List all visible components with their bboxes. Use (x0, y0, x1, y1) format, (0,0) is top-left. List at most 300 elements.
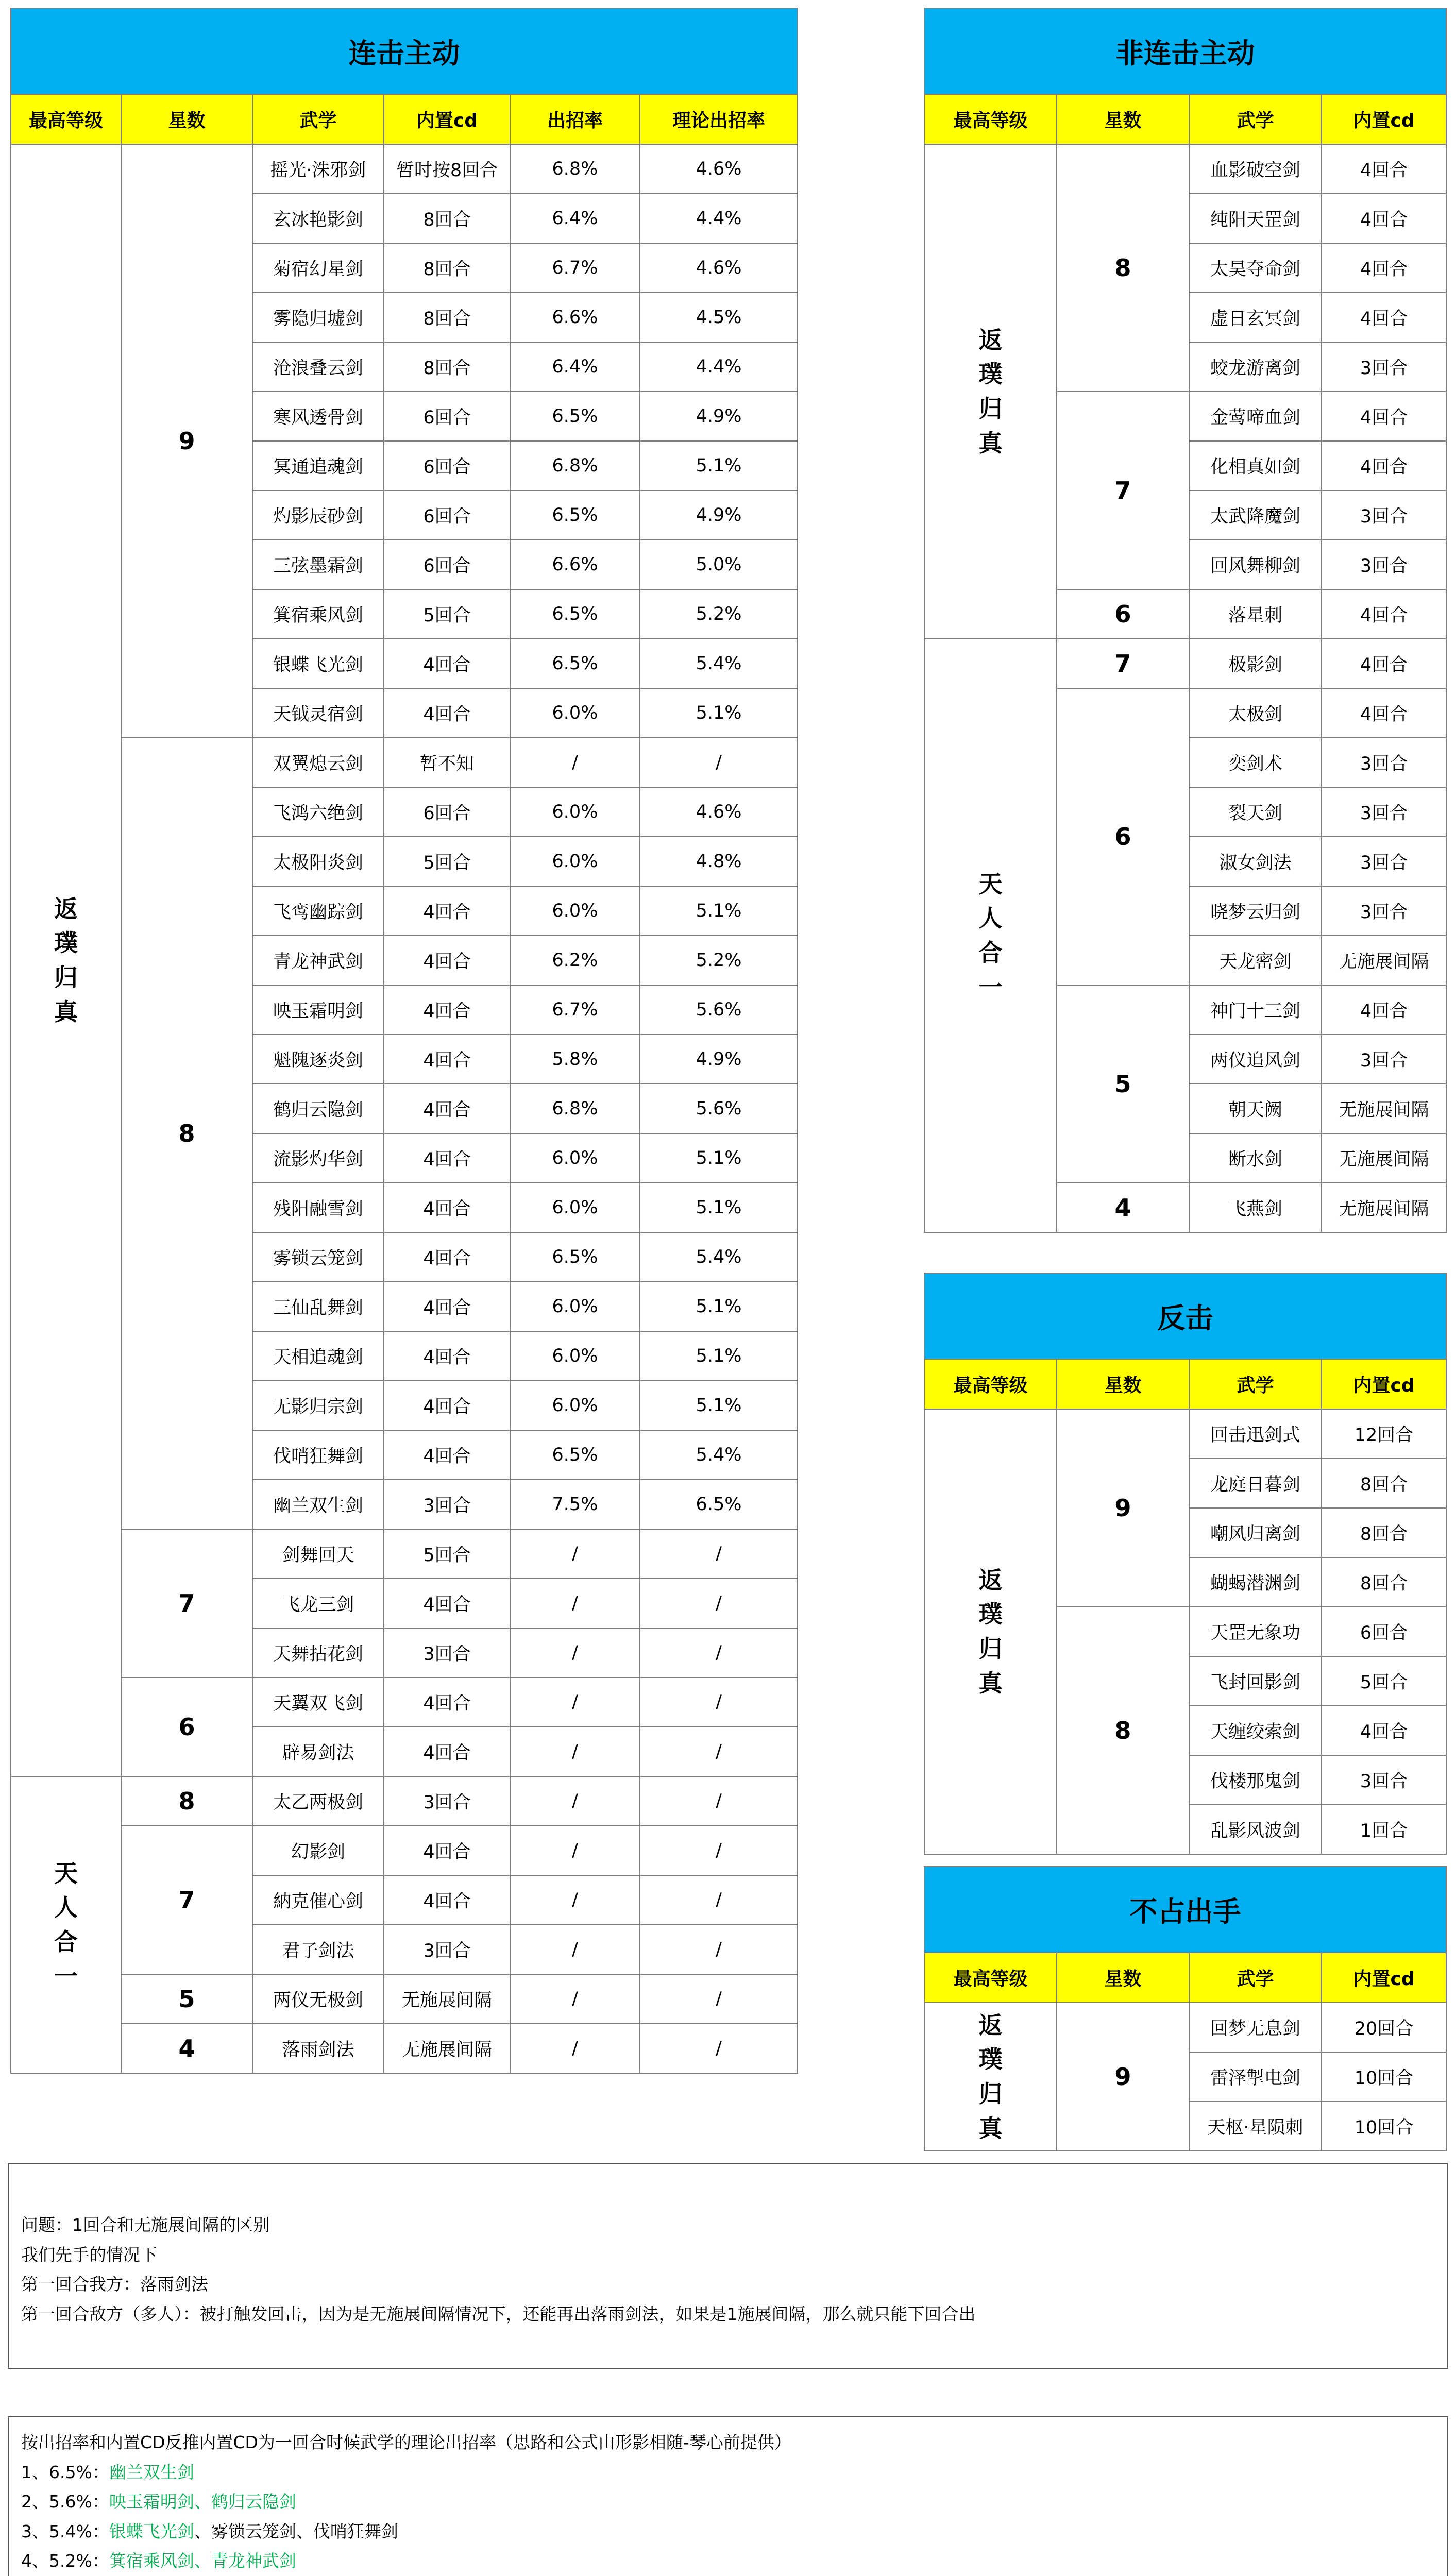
star-cell: 8 (121, 1776, 252, 1826)
table-row (11, 1776, 798, 1826)
skill-name: 辟易剑法 (252, 1727, 384, 1776)
column-header: 出招率 (510, 94, 640, 144)
value-cell: / (640, 1727, 798, 1776)
star-cell: 7 (121, 1529, 252, 1677)
value-cell: / (510, 1826, 640, 1875)
value-cell: 3回合 (1322, 886, 1446, 936)
value-cell: 6.8% (510, 1084, 640, 1133)
table-row (924, 144, 1446, 194)
note-line: 我们先手的情况下 (21, 2244, 157, 2265)
value-cell: 无施展间隔 (1322, 1084, 1446, 1133)
skill-name: 太乙两极剑 (252, 1776, 384, 1826)
table-row (11, 1529, 798, 1579)
skill-name: 天相追魂剑 (252, 1331, 384, 1381)
table-title: 连击主动 (11, 8, 798, 94)
star-cell: 9 (121, 144, 252, 738)
value-cell: 6回合 (384, 441, 510, 490)
skill-name: 落星刺 (1189, 589, 1322, 639)
star-cell: 4 (1057, 1183, 1189, 1232)
note-text: 4、5.2%： (21, 2551, 109, 2571)
value-cell: 6.5% (510, 639, 640, 688)
value-cell: 4回合 (384, 639, 510, 688)
note-line: 第一回合敌方（多人）：被打触发回击，因为是无施展间隔情况下，还能再出落雨剑法，如果是1施展间隔，那么就只能下回合出 (21, 2303, 976, 2324)
skill-name: 太极阳炎剑 (252, 837, 384, 886)
column-header: 最高等级 (924, 94, 1057, 144)
table-row (11, 1826, 798, 1875)
value-cell: 4.4% (640, 194, 798, 243)
value-cell: 6回合 (384, 787, 510, 837)
column-header: 内置cd (1322, 1953, 1446, 2003)
table-title: 非连击主动 (924, 8, 1446, 94)
star-cell: 6 (121, 1677, 252, 1776)
value-cell: / (510, 1727, 640, 1776)
value-cell: 6.5% (510, 392, 640, 441)
column-header: 内置cd (1322, 1359, 1446, 1409)
skill-name: 天枢·星陨刺 (1189, 2102, 1322, 2151)
value-cell: 4回合 (384, 1677, 510, 1727)
value-cell: 4.9% (640, 392, 798, 441)
notes-question (8, 2163, 1448, 2369)
value-cell: 4回合 (1322, 589, 1446, 639)
value-cell: / (510, 1875, 640, 1925)
value-cell: 5.1% (640, 441, 798, 490)
skill-name: 摇光·洙邪剑 (252, 144, 384, 194)
value-cell: 5.6% (640, 1084, 798, 1133)
value-cell: 6回合 (1322, 1607, 1446, 1656)
value-cell: 无施展间隔 (1322, 936, 1446, 985)
skill-name: 奕剑术 (1189, 738, 1322, 787)
star-cell: 8 (1057, 144, 1189, 392)
note-line (21, 2458, 1435, 2487)
star-cell: 6 (1057, 589, 1189, 639)
value-cell: / (510, 1677, 640, 1727)
skill-name: 太昊夺命剑 (1189, 243, 1322, 293)
table-row (11, 2024, 798, 2073)
skill-name: 落雨剑法 (252, 2024, 384, 2073)
value-cell: 暂时按8回合 (384, 144, 510, 194)
column-header: 武学 (252, 94, 384, 144)
skill-name: 太极剑 (1189, 688, 1322, 738)
value-cell: 4回合 (384, 1232, 510, 1282)
value-cell: 4回合 (1322, 293, 1446, 342)
skill-name: 幽兰双生剑 (252, 1480, 384, 1529)
combo-active-table (10, 8, 798, 2074)
value-cell: 3回合 (384, 1628, 510, 1677)
skill-name: 伐楼那鬼剑 (1189, 1755, 1322, 1805)
skill-name: 鹤归云隐剑 (252, 1084, 384, 1133)
note-text: 箕宿乘风剑、青龙神武剑 (109, 2551, 296, 2571)
value-cell: 5.1% (640, 1133, 798, 1183)
table-row (11, 1974, 798, 2024)
value-cell: 6.0% (510, 1331, 640, 1381)
column-header: 内置cd (1322, 94, 1446, 144)
value-cell: 5回合 (384, 1529, 510, 1579)
note-line (21, 2428, 1435, 2458)
value-cell: 5.6% (640, 985, 798, 1035)
value-cell: / (510, 1974, 640, 2024)
notes-theory-rate (8, 2416, 1448, 2576)
value-cell: 6.5% (510, 490, 640, 540)
skill-name: 极影剑 (1189, 639, 1322, 688)
skill-name: 虚日玄冥剑 (1189, 293, 1322, 342)
value-cell: 4回合 (1322, 243, 1446, 293)
skill-name: 冥通追魂剑 (252, 441, 384, 490)
noncombo-active-table (924, 8, 1447, 1233)
value-cell: 6.0% (510, 1133, 640, 1183)
value-cell: 3回合 (384, 1776, 510, 1826)
value-cell: 6.5% (510, 589, 640, 639)
column-header: 武学 (1189, 1359, 1322, 1409)
skill-name: 飞鸿六绝剑 (252, 787, 384, 837)
value-cell: 4回合 (384, 1381, 510, 1430)
skill-name: 飞燕剑 (1189, 1183, 1322, 1232)
value-cell: 4回合 (384, 1035, 510, 1084)
value-cell: 6.7% (510, 243, 640, 293)
value-cell: 4回合 (384, 1826, 510, 1875)
star-cell: 6 (1057, 688, 1189, 985)
skill-name: 魁隗逐炎剑 (252, 1035, 384, 1084)
skill-name: 雾锁云笼剑 (252, 1232, 384, 1282)
value-cell: 6.4% (510, 342, 640, 392)
skill-name: 玄冰艳影剑 (252, 194, 384, 243)
value-cell: 3回合 (1322, 738, 1446, 787)
skill-name: 青龙神武剑 (252, 936, 384, 985)
skill-name: 无影归宗剑 (252, 1381, 384, 1430)
table-row (924, 2003, 1446, 2052)
skill-name: 幻影剑 (252, 1826, 384, 1875)
skill-name: 残阳融雪剑 (252, 1183, 384, 1232)
value-cell: 8回合 (384, 194, 510, 243)
skill-name: 两仪无极剑 (252, 1974, 384, 2024)
star-cell: 7 (1057, 639, 1189, 688)
skill-name: 剑舞回天 (252, 1529, 384, 1579)
value-cell: 4回合 (1322, 1706, 1446, 1755)
skill-name: 断水剑 (1189, 1133, 1322, 1183)
value-cell: / (640, 1826, 798, 1875)
skill-name: 三弦墨霜剑 (252, 540, 384, 589)
value-cell: 4.9% (640, 490, 798, 540)
value-cell: / (640, 1925, 798, 1974)
skill-name: 裂天剑 (1189, 787, 1322, 837)
value-cell: 10回合 (1322, 2052, 1446, 2102)
value-cell: 3回合 (1322, 540, 1446, 589)
value-cell: 6.0% (510, 837, 640, 886)
value-cell: 3回合 (1322, 787, 1446, 837)
skill-name: 神门十三剑 (1189, 985, 1322, 1035)
value-cell: 5.8% (510, 1035, 640, 1084)
table-title: 不占出手 (924, 1867, 1446, 1953)
note-text: 幽兰双生剑 (109, 2462, 194, 2482)
star-cell: 4 (121, 2024, 252, 2073)
value-cell: 8回合 (1322, 1508, 1446, 1557)
skill-name: 太武降魔剑 (1189, 490, 1322, 540)
note-text: 银蝶飞光剑 (109, 2521, 194, 2541)
grade-cell: 返 璞 归 真 (924, 1409, 1057, 1854)
value-cell: 6.5% (510, 1232, 640, 1282)
value-cell: 5.1% (640, 688, 798, 738)
skill-name: 化相真如剑 (1189, 441, 1322, 490)
value-cell: 5.2% (640, 936, 798, 985)
value-cell: / (640, 738, 798, 787)
counter-table (924, 1273, 1447, 1855)
column-header: 最高等级 (11, 94, 121, 144)
value-cell: 4回合 (1322, 688, 1446, 738)
value-cell: 4回合 (384, 1579, 510, 1628)
skill-name: 银蝶飞光剑 (252, 639, 384, 688)
value-cell: 6.5% (510, 1430, 640, 1480)
skill-name: 嘲风归离剑 (1189, 1508, 1322, 1557)
value-cell: 5.4% (640, 1430, 798, 1480)
grade-cell: 天 人 合 一 (11, 1776, 121, 2073)
value-cell: 6.5% (640, 1480, 798, 1529)
value-cell: 4回合 (1322, 194, 1446, 243)
note-line (21, 2487, 1435, 2517)
skill-name: 蝴蝎潜渊剑 (1189, 1557, 1322, 1607)
value-cell: / (510, 1776, 640, 1826)
value-cell: 4回合 (384, 1133, 510, 1183)
table-row (924, 639, 1446, 688)
skill-name: 飞封回影剑 (1189, 1656, 1322, 1706)
value-cell: 6.4% (510, 194, 640, 243)
value-cell: 3回合 (1322, 1035, 1446, 1084)
column-header: 星数 (121, 94, 252, 144)
skill-name: 回风舞柳剑 (1189, 540, 1322, 589)
value-cell: 4.9% (640, 1035, 798, 1084)
note-line: 第一回合我方：落雨剑法 (21, 2274, 208, 2294)
value-cell: 8回合 (384, 243, 510, 293)
value-cell: / (640, 1529, 798, 1579)
star-cell: 9 (1057, 2003, 1189, 2151)
skill-name: 映玉霜明剑 (252, 985, 384, 1035)
value-cell: 4回合 (384, 688, 510, 738)
column-header: 武学 (1189, 94, 1322, 144)
value-cell: 3回合 (1322, 490, 1446, 540)
value-cell: / (640, 1677, 798, 1727)
value-cell: 4回合 (384, 1331, 510, 1381)
value-cell: 无施展间隔 (384, 2024, 510, 2073)
table-row (11, 144, 798, 194)
column-header: 最高等级 (924, 1953, 1057, 2003)
skill-name: 血影破空剑 (1189, 144, 1322, 194)
skill-name: 龙庭日暮剑 (1189, 1459, 1322, 1508)
value-cell: 10回合 (1322, 2102, 1446, 2151)
value-cell: 5回合 (1322, 1656, 1446, 1706)
table-row (11, 738, 798, 787)
value-cell: 5.1% (640, 886, 798, 936)
table-row (924, 1409, 1446, 1459)
value-cell: 6.0% (510, 886, 640, 936)
value-cell: 8回合 (384, 342, 510, 392)
grade-cell: 天 人 合 一 (924, 639, 1057, 1232)
value-cell: 6回合 (384, 540, 510, 589)
skill-name: 回梦无息剑 (1189, 2003, 1322, 2052)
note-text: 按出招率和内置CD反推内置CD为一回合时候武学的理论出招率（思路和公式由形影相随-琴心前提供） (21, 2432, 791, 2452)
value-cell: 5.0% (640, 540, 798, 589)
skill-name: 飞鸾幽踪剑 (252, 886, 384, 936)
value-cell: 6.0% (510, 787, 640, 837)
skill-name: 回击迅剑式 (1189, 1409, 1322, 1459)
skill-name: 天翼双飞剑 (252, 1677, 384, 1727)
skill-name: 淑女剑法 (1189, 837, 1322, 886)
skill-name: 天龙密剑 (1189, 936, 1322, 985)
note-line (21, 2546, 1435, 2576)
skill-name: 天罡无象功 (1189, 1607, 1322, 1656)
value-cell: 3回合 (1322, 342, 1446, 392)
value-cell: 4回合 (384, 1430, 510, 1480)
value-cell: / (510, 1529, 640, 1579)
column-header: 最高等级 (924, 1359, 1057, 1409)
value-cell: 6.7% (510, 985, 640, 1035)
value-cell: 4.6% (640, 243, 798, 293)
value-cell: 4.8% (640, 837, 798, 886)
column-header: 星数 (1057, 1953, 1189, 2003)
star-cell: 8 (1057, 1607, 1189, 1854)
skill-name: 朝天阙 (1189, 1084, 1322, 1133)
value-cell: 5.2% (640, 589, 798, 639)
star-cell: 9 (1057, 1409, 1189, 1607)
value-cell: 8回合 (1322, 1557, 1446, 1607)
skill-name: 菊宿幻星剑 (252, 243, 384, 293)
value-cell: 4回合 (1322, 144, 1446, 194)
value-cell: / (510, 1925, 640, 1974)
skill-name: 天缠绞索剑 (1189, 1706, 1322, 1755)
skill-name: 箕宿乘风剑 (252, 589, 384, 639)
value-cell: / (640, 1628, 798, 1677)
value-cell: 6.0% (510, 1282, 640, 1331)
value-cell: 4回合 (384, 1084, 510, 1133)
value-cell: / (510, 1628, 640, 1677)
value-cell: 4回合 (1322, 441, 1446, 490)
value-cell: 5.4% (640, 1232, 798, 1282)
value-cell: 4回合 (384, 1875, 510, 1925)
note-line: 问题：1回合和无施展间隔的区别 (21, 2215, 270, 2235)
note-text: 映玉霜明剑、鹤归云隐剑 (109, 2492, 296, 2512)
value-cell: 5.1% (640, 1381, 798, 1430)
value-cell: 6回合 (384, 392, 510, 441)
value-cell: 6.8% (510, 441, 640, 490)
value-cell: / (510, 738, 640, 787)
value-cell: / (640, 1776, 798, 1826)
value-cell: 5.1% (640, 1183, 798, 1232)
note-text: 3、5.4%： (21, 2521, 109, 2541)
skill-name: 流影灼华剑 (252, 1133, 384, 1183)
value-cell: 8回合 (384, 293, 510, 342)
grade-cell: 返 璞 归 真 (924, 2003, 1057, 2151)
value-cell: 1回合 (1322, 1805, 1446, 1854)
no-hand-table (924, 1866, 1447, 2151)
value-cell: 4回合 (384, 936, 510, 985)
value-cell: / (510, 1579, 640, 1628)
skill-name: 雾隐归墟剑 (252, 293, 384, 342)
value-cell: 4回合 (1322, 392, 1446, 441)
value-cell: 5回合 (384, 589, 510, 639)
note-text: 2、5.6%： (21, 2492, 109, 2512)
value-cell: 3回合 (384, 1925, 510, 1974)
value-cell: 4回合 (384, 985, 510, 1035)
value-cell: 4回合 (384, 1727, 510, 1776)
value-cell: 6.0% (510, 1183, 640, 1232)
value-cell: 4回合 (1322, 639, 1446, 688)
skill-name: 飞龙三剑 (252, 1579, 384, 1628)
skill-name: 沧浪叠云剑 (252, 342, 384, 392)
skill-name: 寒风透骨剑 (252, 392, 384, 441)
value-cell: / (640, 1875, 798, 1925)
value-cell: 6.0% (510, 688, 640, 738)
column-header: 武学 (1189, 1953, 1322, 2003)
value-cell: 12回合 (1322, 1409, 1446, 1459)
skill-name: 伐哨狂舞剑 (252, 1430, 384, 1480)
skill-name: 天钺灵宿剑 (252, 688, 384, 738)
note-text: 1、6.5%： (21, 2462, 109, 2482)
skill-name: 君子剑法 (252, 1925, 384, 1974)
skill-name: 两仪追风剑 (1189, 1035, 1322, 1084)
value-cell: 3回合 (1322, 837, 1446, 886)
table-row (11, 1677, 798, 1727)
skill-name: 雷泽掣电剑 (1189, 2052, 1322, 2102)
value-cell: 5回合 (384, 837, 510, 886)
value-cell: 6回合 (384, 490, 510, 540)
star-cell: 8 (121, 738, 252, 1529)
value-cell: 5.1% (640, 1282, 798, 1331)
value-cell: 6.6% (510, 540, 640, 589)
value-cell: 3回合 (384, 1480, 510, 1529)
value-cell: 4.5% (640, 293, 798, 342)
value-cell: 无施展间隔 (1322, 1183, 1446, 1232)
skill-name: 双翼熄云剑 (252, 738, 384, 787)
star-cell: 5 (121, 1974, 252, 2024)
grade-cell: 返 璞 归 真 (924, 144, 1057, 639)
value-cell: / (640, 1579, 798, 1628)
value-cell: 4.6% (640, 787, 798, 837)
value-cell: 3回合 (1322, 1755, 1446, 1805)
value-cell: / (640, 1974, 798, 2024)
value-cell: 4.6% (640, 144, 798, 194)
value-cell: / (510, 2024, 640, 2073)
value-cell: 6.6% (510, 293, 640, 342)
skill-name: 蛟龙游离剑 (1189, 342, 1322, 392)
value-cell: 4回合 (384, 1282, 510, 1331)
skill-name: 金莺啼血剑 (1189, 392, 1322, 441)
skill-name: 天舞拈花剑 (252, 1628, 384, 1677)
value-cell: 6.0% (510, 1381, 640, 1430)
skill-name: 灼影辰砂剑 (252, 490, 384, 540)
value-cell: 6.8% (510, 144, 640, 194)
value-cell: 7.5% (510, 1480, 640, 1529)
star-cell: 7 (1057, 392, 1189, 589)
skill-name: 晓梦云归剑 (1189, 886, 1322, 936)
skill-name: 纯阳天罡剑 (1189, 194, 1322, 243)
value-cell: 20回合 (1322, 2003, 1446, 2052)
note-line (21, 2517, 1435, 2547)
value-cell: 6.2% (510, 936, 640, 985)
value-cell: 暂不知 (384, 738, 510, 787)
column-header: 星数 (1057, 1359, 1189, 1409)
skill-name: 乱影风波剑 (1189, 1805, 1322, 1854)
value-cell: 4回合 (1322, 985, 1446, 1035)
value-cell: 4回合 (384, 886, 510, 936)
skill-name: 三仙乱舞剑 (252, 1282, 384, 1331)
star-cell: 7 (121, 1826, 252, 1974)
column-header: 理论出招率 (640, 94, 798, 144)
value-cell: 5.4% (640, 639, 798, 688)
note-text: 、雾锁云笼剑、伐哨狂舞剑 (194, 2521, 398, 2541)
value-cell: 5.1% (640, 1331, 798, 1381)
column-header: 内置cd (384, 94, 510, 144)
skill-name: 納克催心剑 (252, 1875, 384, 1925)
table-title: 反击 (924, 1273, 1446, 1359)
value-cell: 无施展间隔 (384, 1974, 510, 2024)
star-cell: 5 (1057, 985, 1189, 1183)
